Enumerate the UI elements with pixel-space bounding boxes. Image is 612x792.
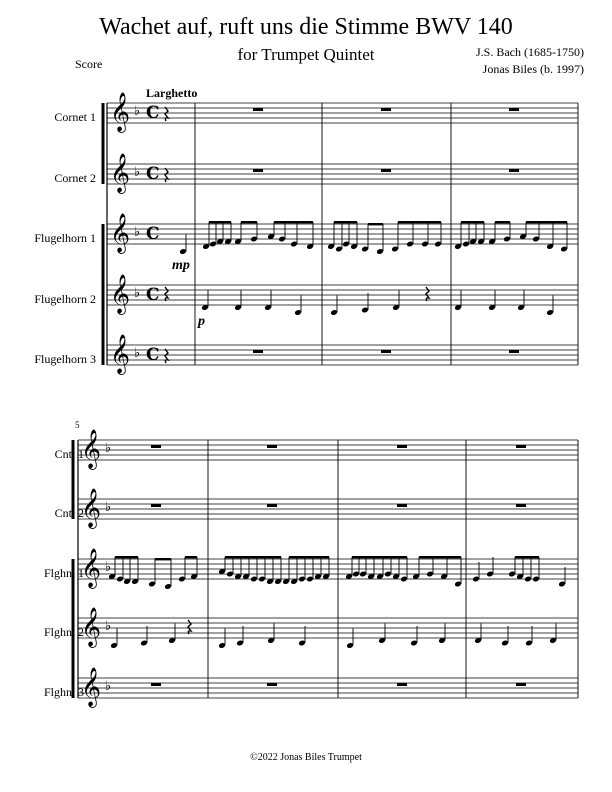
sixteenth-run	[327, 221, 358, 252]
staff-system2-5	[78, 667, 578, 708]
arranger-credit: Jonas Biles (b. 1997)	[482, 62, 584, 76]
whole-rest	[397, 445, 407, 448]
time-signature: C	[146, 345, 160, 365]
treble-clef-icon: 𝄞	[110, 334, 131, 374]
whole-rest	[151, 683, 161, 686]
note-beam	[185, 556, 197, 558]
sixteenth-run	[282, 556, 330, 585]
whole-rest	[151, 445, 161, 448]
treble-clef-icon: 𝄞	[81, 607, 102, 647]
whole-rest	[267, 445, 277, 448]
dynamic-mp: mp	[172, 258, 190, 273]
whole-rest	[509, 350, 519, 353]
part-name-cornet-2: Cornet 2	[54, 171, 96, 185]
staff-system1-4	[107, 274, 578, 315]
part-name-flghn-1: Flghn. 1	[43, 566, 84, 580]
note-beam	[368, 223, 383, 225]
staff-system1-2	[107, 153, 578, 194]
part-name-cnt-1: Cnt. 1	[54, 447, 84, 461]
quarter-rest	[188, 620, 191, 634]
treble-clef-icon: 𝄞	[81, 548, 102, 588]
whole-rest	[381, 169, 391, 172]
whole-rest	[516, 683, 526, 686]
eighth-run	[391, 221, 442, 252]
part-name-flghn-3: Flghn. 3	[43, 685, 84, 699]
treble-clef-icon: 𝄞	[110, 213, 131, 253]
staff-system2-2	[78, 488, 578, 529]
whole-rest	[516, 504, 526, 507]
whole-rest	[151, 504, 161, 507]
staff-system1-5	[107, 334, 578, 375]
flat-key-signature: ♭	[105, 619, 112, 634]
flat-key-signature: ♭	[134, 346, 141, 361]
quarter-rest	[165, 349, 168, 363]
part-name-flugelhorn-2: Flugelhorn 2	[34, 292, 96, 306]
note-beam	[274, 221, 313, 223]
dynamic-p: p	[198, 314, 205, 329]
whole-rest	[253, 169, 263, 172]
note-beam	[241, 221, 257, 223]
treble-clef-icon: 𝄞	[110, 153, 131, 193]
eighth-run	[412, 556, 462, 587]
flat-key-signature: ♭	[105, 441, 112, 456]
quarter-rest	[165, 287, 168, 301]
flat-key-signature: ♭	[134, 165, 141, 180]
whole-rest	[397, 504, 407, 507]
eighth-pair	[488, 221, 511, 245]
whole-rest	[381, 108, 391, 111]
tempo-marking: Larghetto	[146, 86, 198, 100]
part-name-cnt-2: Cnt. 2	[54, 506, 84, 520]
time-signature: C	[146, 164, 160, 184]
note-beam	[419, 556, 461, 558]
whole-rest	[253, 108, 263, 111]
flat-key-signature: ♭	[134, 286, 141, 301]
note-beam	[515, 556, 539, 558]
part-name-cornet-1: Cornet 1	[54, 110, 96, 124]
note-beam	[289, 556, 329, 558]
time-signature: C	[146, 224, 160, 244]
flat-key-signature: ♭	[105, 679, 112, 694]
treble-clef-icon: 𝄞	[81, 488, 102, 528]
composer-credit: J.S. Bach (1685-1750)	[476, 45, 584, 59]
note-beam	[352, 556, 407, 558]
flat-key-signature: ♭	[134, 225, 141, 240]
note-beam	[334, 221, 357, 223]
whole-rest	[516, 445, 526, 448]
note-beam	[115, 556, 138, 558]
whole-rest	[509, 169, 519, 172]
sixteenth-run	[218, 556, 282, 585]
part-name-flghn-2: Flghn. 2	[43, 625, 84, 639]
sixteenth-run	[454, 221, 485, 250]
flat-key-signature: ♭	[134, 104, 141, 119]
whole-rest	[253, 350, 263, 353]
treble-clef-icon: 𝄞	[81, 667, 102, 707]
eighth-run	[267, 221, 314, 250]
staff-system1-3	[107, 213, 578, 254]
flat-key-signature: ♭	[105, 560, 112, 575]
whole-rest	[381, 350, 391, 353]
staff-system1-1	[107, 92, 578, 133]
measure-number: 5	[75, 420, 80, 430]
quarter-rest	[165, 107, 168, 121]
flat-key-signature: ♭	[105, 500, 112, 515]
score-title: Wachet auf, ruft uns die Stimme BWV 140	[99, 14, 513, 40]
treble-clef-icon: 𝄞	[110, 92, 131, 132]
staff-system2-1	[78, 429, 578, 470]
note-beam	[495, 221, 510, 223]
whole-rest	[267, 504, 277, 507]
sixteenth-run	[202, 221, 232, 250]
score-label: Score	[75, 57, 103, 71]
sixteenth-run	[108, 556, 139, 585]
part-name-flugelhorn-3: Flugelhorn 3	[34, 352, 96, 366]
score-subtitle: for Trumpet Quintet	[237, 45, 375, 64]
whole-rest	[509, 108, 519, 111]
time-signature: C	[146, 285, 160, 305]
quarter-rest	[426, 287, 429, 301]
note-beam	[225, 556, 281, 558]
eighth-pair	[234, 221, 258, 245]
time-signature: C	[146, 103, 160, 123]
quarter-rest	[165, 168, 168, 182]
note-beam	[398, 221, 441, 223]
eighth-run	[519, 221, 568, 252]
treble-clef-icon: 𝄞	[110, 274, 131, 314]
part-name-flugelhorn-1: Flugelhorn 1	[34, 231, 96, 245]
whole-rest	[397, 683, 407, 686]
note-beam	[209, 221, 231, 223]
note-beam	[155, 558, 171, 560]
whole-rest	[267, 683, 277, 686]
copyright-footer: ©2022 Jonas Biles Trumpet	[250, 752, 362, 763]
note-beam	[526, 221, 567, 223]
note-beam	[461, 221, 484, 223]
treble-clef-icon: 𝄞	[81, 429, 102, 469]
